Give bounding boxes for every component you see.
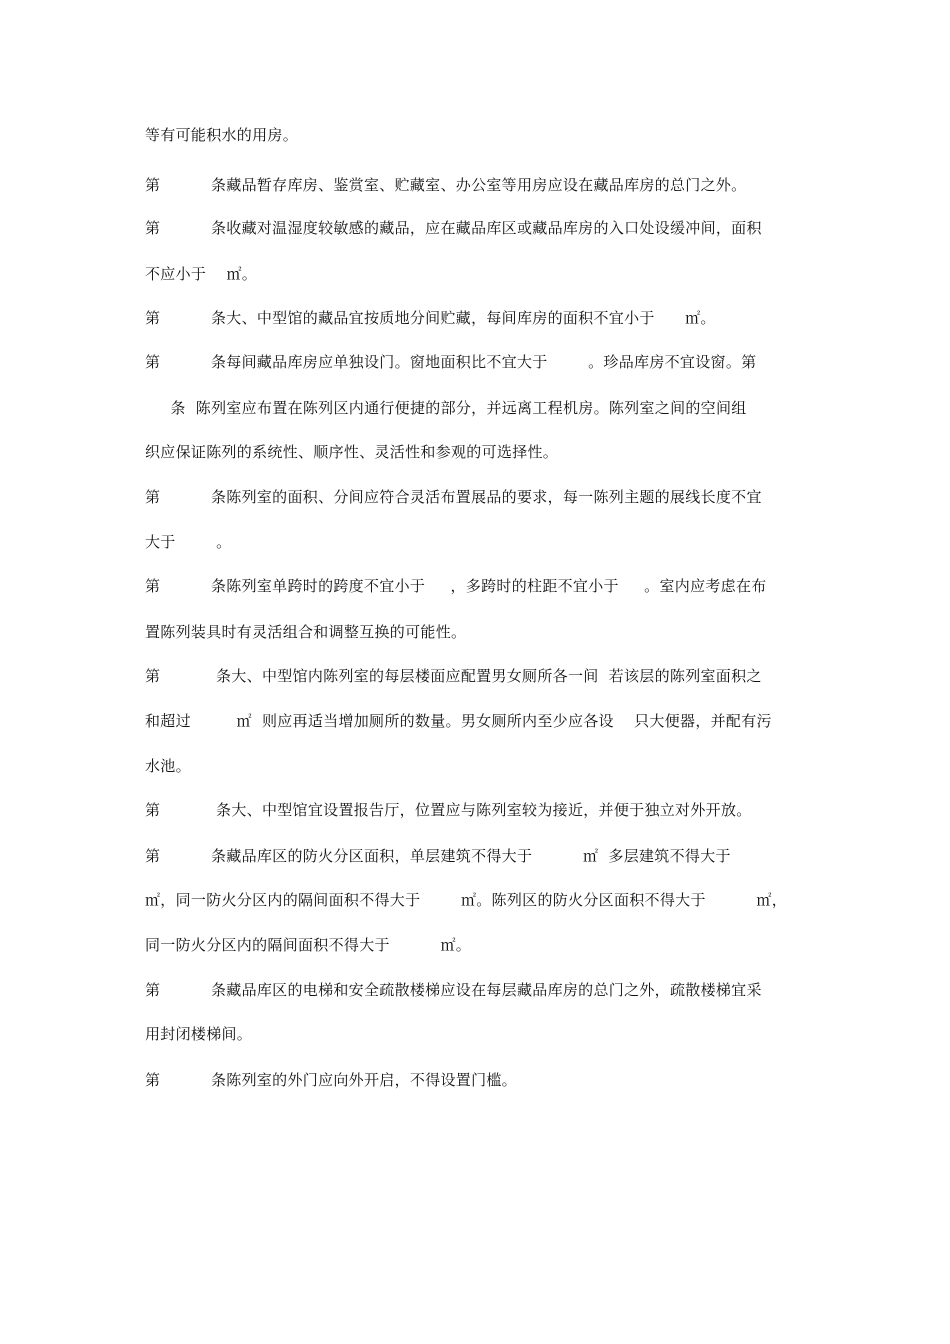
text-line-13: 第 条大、中型馆内陈列室的每层楼面应配置男女厕所各一间 若该层的陈列室面积之 <box>145 667 762 685</box>
text-line-20: 第 条藏品库区的电梯和安全疏散楼梯应设在每层藏品库房的总门之外，疏散楼梯宜采 <box>145 981 762 999</box>
text-line-12: 置陈列装具时有灵活组合和调整互换的可能性。 <box>145 623 467 641</box>
text-line-21: 用封闭楼梯间。 <box>145 1025 253 1043</box>
text-line-2: 第 条藏品暂存库房、鉴赏室、贮藏室、办公室等用房应设在藏品库房的总门之外。 <box>145 176 747 194</box>
text-line-7: 条 陈列室应布置在陈列区内通行便捷的部分，并远离工程机房。陈列室之间的空间组 <box>145 399 747 417</box>
text-line-11: 第 条陈列室单跨时的跨度不宜小于 ，多跨时的柱距不宜小于 。室内应考虑在布 <box>145 577 767 595</box>
text-line-4: 不应小于 ㎡。 <box>145 265 258 283</box>
text-line-8: 织应保证陈列的系统性、顺序性、灵活性和参观的可选择性。 <box>145 443 559 461</box>
text-line-3: 第 条收藏对温湿度较敏感的藏品，应在藏品库区或藏品库房的入口处设缓冲间，面积 <box>145 219 762 237</box>
text-line-19: 同一防火分区内的隔间面积不得大于 ㎡。 <box>145 936 472 954</box>
text-line-17: 第 条藏品库区的防火分区面积，单层建筑不得大于 ㎡ 多层建筑不得大于 <box>145 847 731 865</box>
text-line-18: ㎡，同一防火分区内的隔间面积不得大于 ㎡。陈列区的防火分区面积不得大于 ㎡， <box>145 891 788 909</box>
text-line-6: 第 条每间藏品库房应单独设门。窗地面积比不宜大于 。珍品库房不宜设窗。第 <box>145 353 757 371</box>
text-line-15: 水池。 <box>145 757 191 775</box>
text-line-22: 第 条陈列室的外门应向外开启，不得设置门槛。 <box>145 1071 517 1089</box>
text-line-1: 等有可能积水的用房。 <box>145 126 299 144</box>
text-line-10: 大于 。 <box>145 533 232 551</box>
text-line-16: 第 条大、中型馆宜设置报告厅，位置应与陈列室较为接近，并便于独立对外开放。 <box>145 801 752 819</box>
text-line-14: 和超过 ㎡ 则应再适当增加厕所的数量。男女厕所内至少应各设 只大便器，并配有污 <box>145 712 772 730</box>
text-line-5: 第 条大、中型馆的藏品宜按质地分间贮藏，每间库房的面积不宜小于 ㎡。 <box>145 309 716 327</box>
text-line-9: 第 条陈列室的面积、分间应符合灵活布置展品的要求，每一陈列主题的展线长度不宜 <box>145 488 762 506</box>
